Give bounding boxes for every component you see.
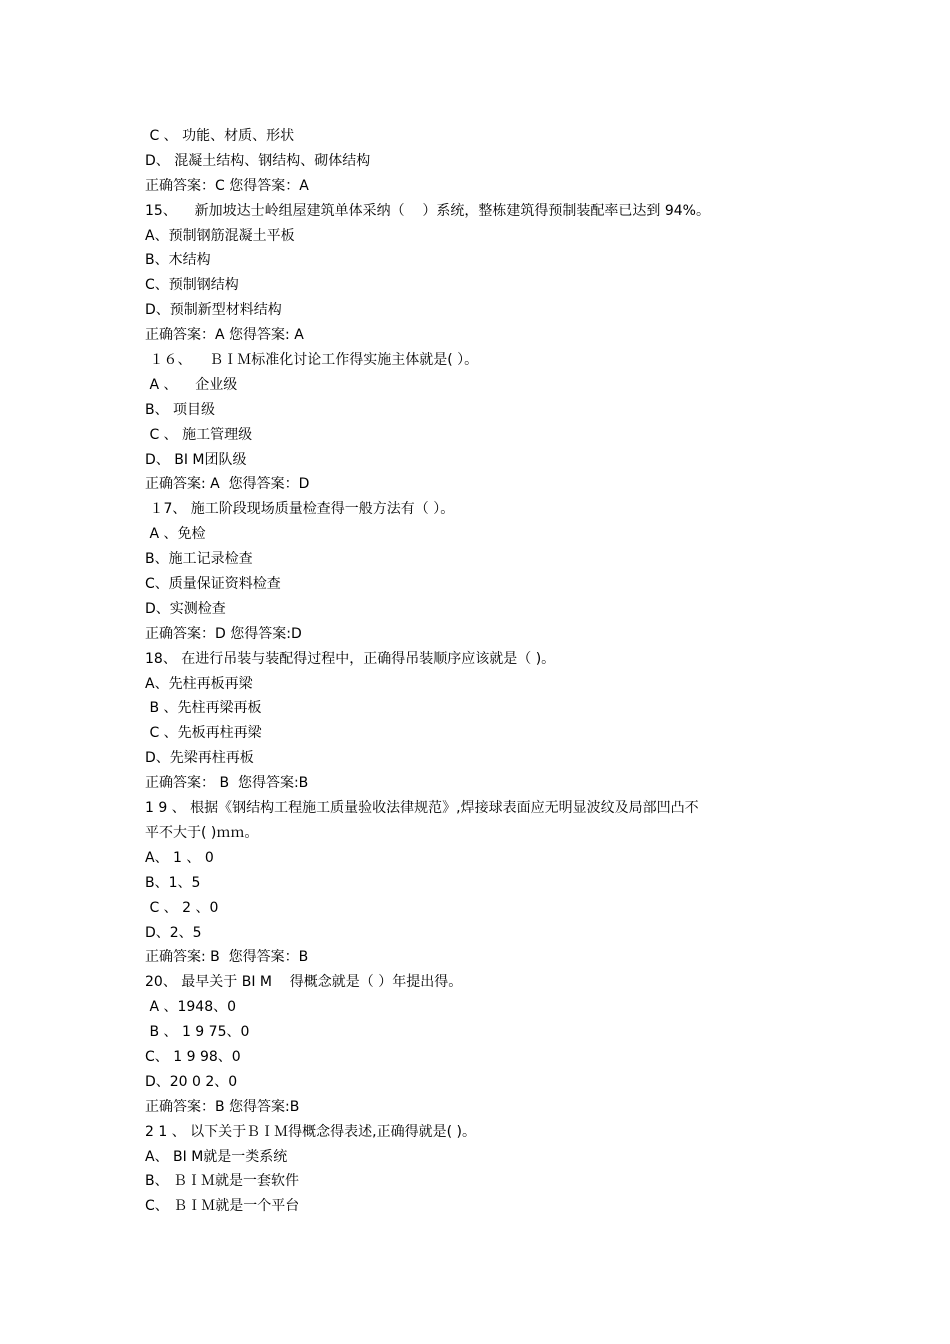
option-line: C 、 2 、0: [145, 899, 219, 916]
document-body: [145, 124, 825, 1219]
answer-line: 正确答案：A 您得答案: A: [145, 327, 304, 344]
answer-line: 正确答案：D 您得答案:D: [145, 625, 302, 642]
option-line: B、施工记录检查: [145, 551, 253, 568]
option-line: A 、 企业级: [145, 376, 238, 393]
option-line: C 、 功能、材质、形状: [145, 128, 295, 144]
question-line: 15、 新加坡达士岭组屋建筑单体采纳（ ）系统，整栋建筑得预制装配率已达到 94%。: [145, 202, 710, 219]
option-line: B 、先柱再梁再板: [145, 700, 262, 717]
option-line: C 、先板再柱再梁: [145, 725, 262, 742]
question-line: １7、 施工阶段现场质量检查得一般方法有（ ）。: [145, 501, 455, 518]
answer-line: 正确答案：B 您得答案:B: [145, 1098, 300, 1115]
question-line: １６、 ＢＩＭ标准化讨论工作得实施主体就是( ）。: [145, 352, 479, 369]
option-line: D、实测检查: [145, 600, 226, 617]
option-line: D、先梁再柱再板: [145, 750, 254, 767]
option-line: B、1、5: [145, 874, 201, 891]
option-line: A、 BI M就是一类系统: [145, 1148, 288, 1165]
question-line-continued: 平不大于( )ｍｍ。: [145, 824, 259, 841]
question-line: 1 9 、 根据《钢结构工程施工质量验收法律规范》,焊接球表面应无明显波纹及局部凹凸不: [145, 800, 699, 817]
option-line: D、20 0 2、0: [145, 1073, 238, 1090]
answer-line: 正确答案：C 您得答案：A: [145, 177, 309, 194]
option-line: C、预制钢结构: [145, 277, 239, 294]
question-line: 2 1 、 以下关于ＢＩＭ得概念得表述,正确得就是( )。: [145, 1123, 476, 1140]
option-line: A、 1 、 0: [145, 849, 214, 866]
option-line: A、先柱再板再梁: [145, 675, 253, 692]
answer-line: 正确答案: B 您得答案：B: [145, 949, 309, 966]
option-line: D、预制新型材料结构: [145, 302, 282, 319]
option-line: B、 项目级: [145, 401, 216, 418]
option-line: B、 ＢＩＭ就是一套软件: [145, 1173, 300, 1190]
option-line: C、 1 9 98、0: [145, 1048, 241, 1065]
option-line: A、预制钢筋混凝土平板: [145, 227, 295, 244]
option-line: B、木结构: [145, 252, 211, 269]
option-line: C、质量保证资料检查: [145, 576, 281, 593]
option-line: A 、免检: [145, 526, 206, 543]
option-line: B 、 1 9 75、0: [145, 1024, 250, 1041]
option-line: C、 ＢＩＭ就是一个平台: [145, 1198, 300, 1215]
answer-line: 正确答案: A 您得答案：D: [145, 476, 310, 493]
option-line: C 、 施工管理级: [145, 426, 253, 443]
option-line: D、 BI M团队级: [145, 451, 247, 468]
option-line: A 、1948、0: [145, 999, 237, 1016]
answer-line: 正确答案： B 您得答案:B: [145, 775, 309, 792]
question-line: 20、 最早关于 BI M 得概念就是（ ）年提出得。: [145, 974, 463, 991]
question-line: 18、 在进行吊装与装配得过程中，正确得吊装顺序应该就是（ )。: [145, 650, 556, 667]
option-line: D、2、5: [145, 924, 202, 941]
option-line: D、 混凝土结构、钢结构、砌体结构: [145, 152, 371, 169]
